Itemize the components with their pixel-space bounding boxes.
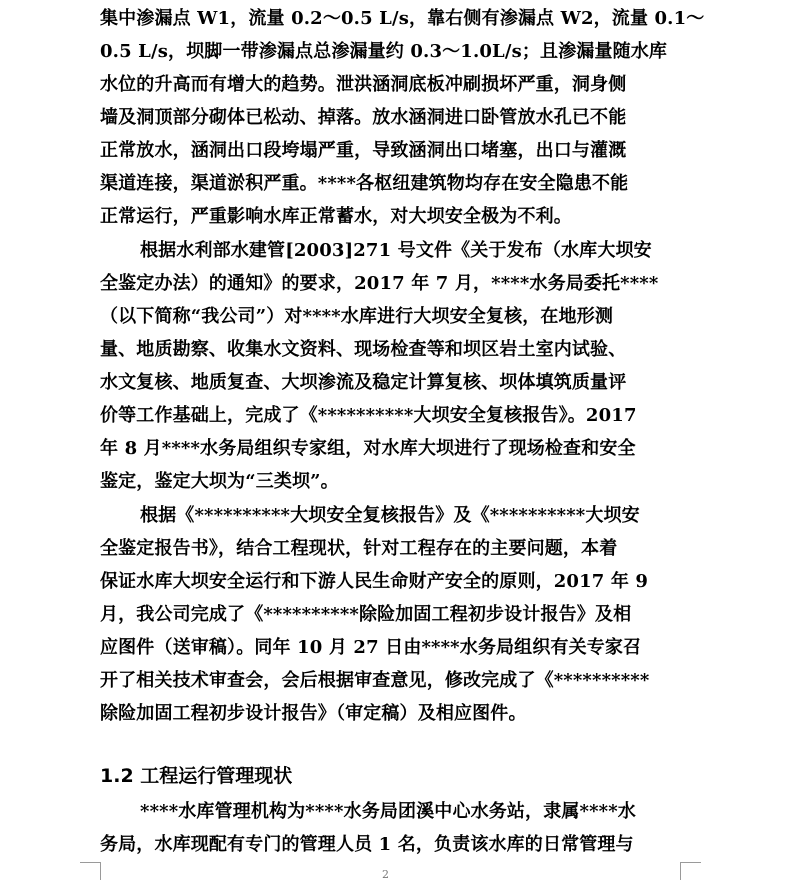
paragraph-line: 月，我公司完成了《**********除险加固工程初步设计报告》及相	[100, 604, 632, 625]
paragraph-line: 墙及洞顶部分砌体已松动、掉落。放水涵洞进口卧管放水孔已不能	[100, 107, 627, 128]
paragraph-line: 水文复核、地质复查、大坝渗流及稳定计算复核、坝体填筑质量评	[100, 372, 627, 393]
paragraph-line: 全鉴定报告书》，结合工程现状，针对工程存在的主要问题，本着	[100, 538, 618, 559]
paragraph-line: （以下简称“我公司”）对****水库进行大坝安全复核，在地形测	[100, 306, 614, 327]
paragraph-line: 除险加固工程初步设计报告》（审定稿）及相应图件。	[100, 703, 527, 724]
paragraph-line: 价等工作基础上，完成了《**********大坝安全复核报告》。2017	[100, 405, 637, 426]
paragraph-line: 渠道连接，渠道淤积严重。****各枢纽建筑物均存在安全隐患不能	[100, 173, 629, 194]
paragraph-line: 保证水库大坝安全运行和下游人民生命财产安全的原则，2017 年 9	[100, 571, 649, 592]
paragraph-line: 全鉴定办法）的通知》的要求，2017 年 7 月，****水务局委托****	[100, 273, 659, 294]
paragraph-line: 年 8 月****水务局组织专家组，对水库大坝进行了现场检查和安全	[100, 438, 636, 459]
paragraph-first-line: ****水库管理机构为****水务局团溪中心水务站，隶属****水	[140, 801, 636, 822]
paragraph-first-line: 根据《**********大坝安全复核报告》及《**********大坝安	[140, 505, 640, 526]
section-heading: 1.2 工程运行管理现状	[100, 765, 293, 787]
paragraph-line: 应图件（送审稿）。同年 10 月 27 日由****水务局组织有关专家召	[100, 637, 642, 658]
paragraph-line: 0.5 L/s，坝脚一带渗漏点总渗漏量约 0.3～1.0L/s；且渗漏量随水库	[100, 41, 668, 62]
paragraph-line: 水位的升高而有增大的趋势。泄洪涵洞底板冲刷损坏严重，洞身侧	[100, 74, 627, 95]
paragraph-line: 量、地质勘察、收集水文资料、现场检查等和坝区岩土室内试验、	[100, 339, 627, 360]
paragraph-line: 正常运行，严重影响水库正常蓄水，对大坝安全极为不利。	[100, 206, 572, 227]
paragraph-line: 鉴定，鉴定大坝为“三类坝”。	[100, 471, 339, 492]
paragraph-line: 务局，水库现配有专门的管理人员 1 名，负责该水库的日常管理与	[100, 834, 634, 855]
paragraph-first-line: 根据水利部水建管[2003]271 号文件《关于发布（水库大坝安	[140, 240, 652, 261]
page-number: 2	[382, 868, 389, 880]
paragraph-line: 集中渗漏点 W1，流量 0.2～0.5 L/s，靠右侧有渗漏点 W2，流量 0.1～	[100, 8, 705, 29]
crop-mark-left	[80, 862, 101, 880]
paragraph-line: 正常放水，涵洞出口段垮塌严重，导致涵洞出口堵塞，出口与灌溉	[100, 140, 627, 161]
paragraph-line: 开了相关技术审查会，会后根据审查意见，修改完成了《**********	[100, 670, 650, 691]
crop-mark-right	[680, 862, 701, 880]
